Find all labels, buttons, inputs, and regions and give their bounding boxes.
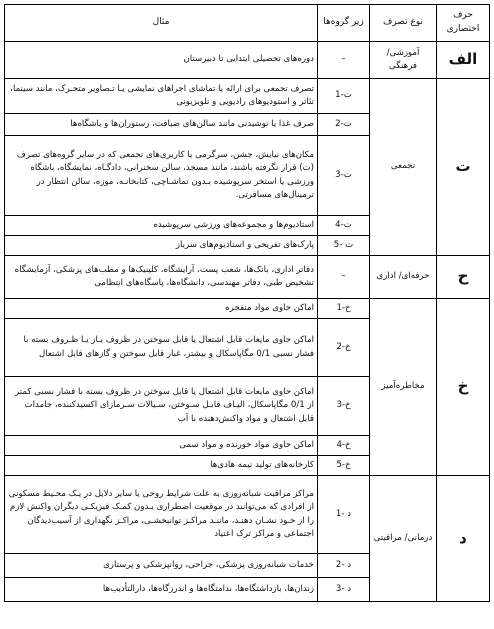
group-type: تجمعی — [370, 79, 437, 256]
example-text: پارک‌های تفریحی و استادیوم‌های سرباز — [5, 236, 318, 256]
group-letter: الف — [437, 42, 490, 79]
subgroup-code: ت-3 — [318, 136, 370, 216]
header-row — [5, 5, 490, 42]
group-type: آموزشی/ فرهنگی — [370, 42, 437, 79]
example-text: مراکز مراقبت شبانه‌روزی به علت شرایط روحی یا سایر دلایل در یـک محـیط مسکونی از افرادی که می‌توانند در موقعیت اضطراری بـدون کمـک فیزیکـی دیگران واکنش لازم را از خـود نشـان دهنـد، ماننـد مراکـز توانبخشـی، مراکـز نگهداری از آسیب‌دیدگان اجتماعی و مراکز ترک اعتیاد — [5, 476, 318, 554]
example-text: مکان‌های نیایش، جشن، سرگرمی یا کاربری‌های تجمعی که در سایر گروه‌های تصرف (ت) قرار نگرفته باشند، مانند مسجد، سالن سخنرانی، دادگـاه، نمایشگاه، باشگاه ورزشی یا استخر سرپوشیده بـدون تماشـاچی، کتابخانـه، موزه، سالن انتظار در ترمینال‌های مسافرتی. — [5, 136, 318, 216]
subgroup-code: ت-4 — [318, 216, 370, 236]
header-letter: حرف اختصاری — [437, 5, 490, 42]
subgroup-code: خ-2 — [318, 319, 370, 377]
example-text: دفاتر اداری، بانک‌ها، شعب پست، آرایشگاه، کلینیک‌ها و مطب‌های پزشکی، آزمایشگاه تشخیص طبی، دفاتر مهندسی، دانشگاه‌ها، پاسگاه‌های انتظامی — [5, 256, 318, 299]
group-letter: د — [437, 476, 490, 602]
example-text: اماکن حاوی مواد خورنده و مواد سمی — [5, 436, 318, 456]
table-row — [5, 79, 490, 114]
subgroup-code: د -1 — [318, 476, 370, 554]
subgroup-code: خ-5 — [318, 456, 370, 476]
example-text: دوره‌های تحصیلی ابتدایی تا دبیرستان — [5, 42, 318, 79]
example-text: تصرف تجمعی برای ارائه یا تماشای اجراهای نمایشی یـا تـصاویر متحـرک، مانند سینما، تئاتر و استودیوهای رادیویی و تلویزیونی — [5, 79, 318, 114]
subgroup-code: د -2 — [318, 554, 370, 578]
group-letter: ت — [437, 79, 490, 256]
group-type: حرفه‌ای/ اداری — [370, 256, 437, 299]
subgroup-code: ت-2 — [318, 114, 370, 136]
table-row — [5, 476, 490, 554]
subgroup-code: خ-1 — [318, 299, 370, 319]
subgroup-code: – — [318, 256, 370, 299]
subgroup-code: ت-1 — [318, 79, 370, 114]
example-text: زندان‌ها، بازداشتگاه‌ها، ندامتگاه‌ها و اندرزگاه‌ها، دارالتأدیب‌ها — [5, 578, 318, 602]
example-text: اماکن حاوی مایعات قابل اشتعال یا قابل سوختن در ظروف بـاز یـا ظـروف بسته با فشار نسبی 0/1 مگاپاسکال و بیشتر، غبار قابل سوختن و گازهای قابل اشتعال — [5, 319, 318, 377]
table-row — [5, 42, 490, 79]
occupancy-table — [4, 4, 490, 602]
subgroup-code: – — [318, 42, 370, 79]
example-text: خدمات شبانه‌روزی پزشکی، جراحی، روانپزشکی و پرستاری — [5, 554, 318, 578]
example-text: اماکن حاوی مواد منفجره — [5, 299, 318, 319]
header-example: مثال — [5, 5, 318, 42]
group-type: درمانی/ مراقبتی — [370, 476, 437, 602]
group-type: مخاطره‌آمیز — [370, 299, 437, 476]
example-text: اماکن حاوی مایعات قابل اشتعال یا قابل سوختن در ظروف بسته با فشار نسبی کمتر از 0/1 مگاپاسکال، الیـاف قابـل سـوختن، سـیالات سـرمازای اکسیدکننده، جامدات قابل اشتعال و مواد واکنش‌دهنده با آب — [5, 377, 318, 436]
subgroup-code: ت -5 — [318, 236, 370, 256]
subgroup-code: د -3 — [318, 578, 370, 602]
subgroup-code: خ-4 — [318, 436, 370, 456]
subgroup-code: خ-3 — [318, 377, 370, 436]
example-text: استادیوم‌ها و مجموعه‌های ورزشی سرپوشیده — [5, 216, 318, 236]
example-text: کارخانه‌های تولید نیمه هادی‌ها — [5, 456, 318, 476]
group-letter: خ — [437, 299, 490, 476]
example-text: صرف غذا یا نوشیدنی مانند سالن‌های ضیافت، رستوران‌ها و باشگاه‌ها — [5, 114, 318, 136]
table-row — [5, 256, 490, 299]
header-sub: زیر گروه‌ها — [318, 5, 370, 42]
table-row — [5, 299, 490, 319]
header-type: نوع تصرف — [370, 5, 437, 42]
group-letter: ح — [437, 256, 490, 299]
